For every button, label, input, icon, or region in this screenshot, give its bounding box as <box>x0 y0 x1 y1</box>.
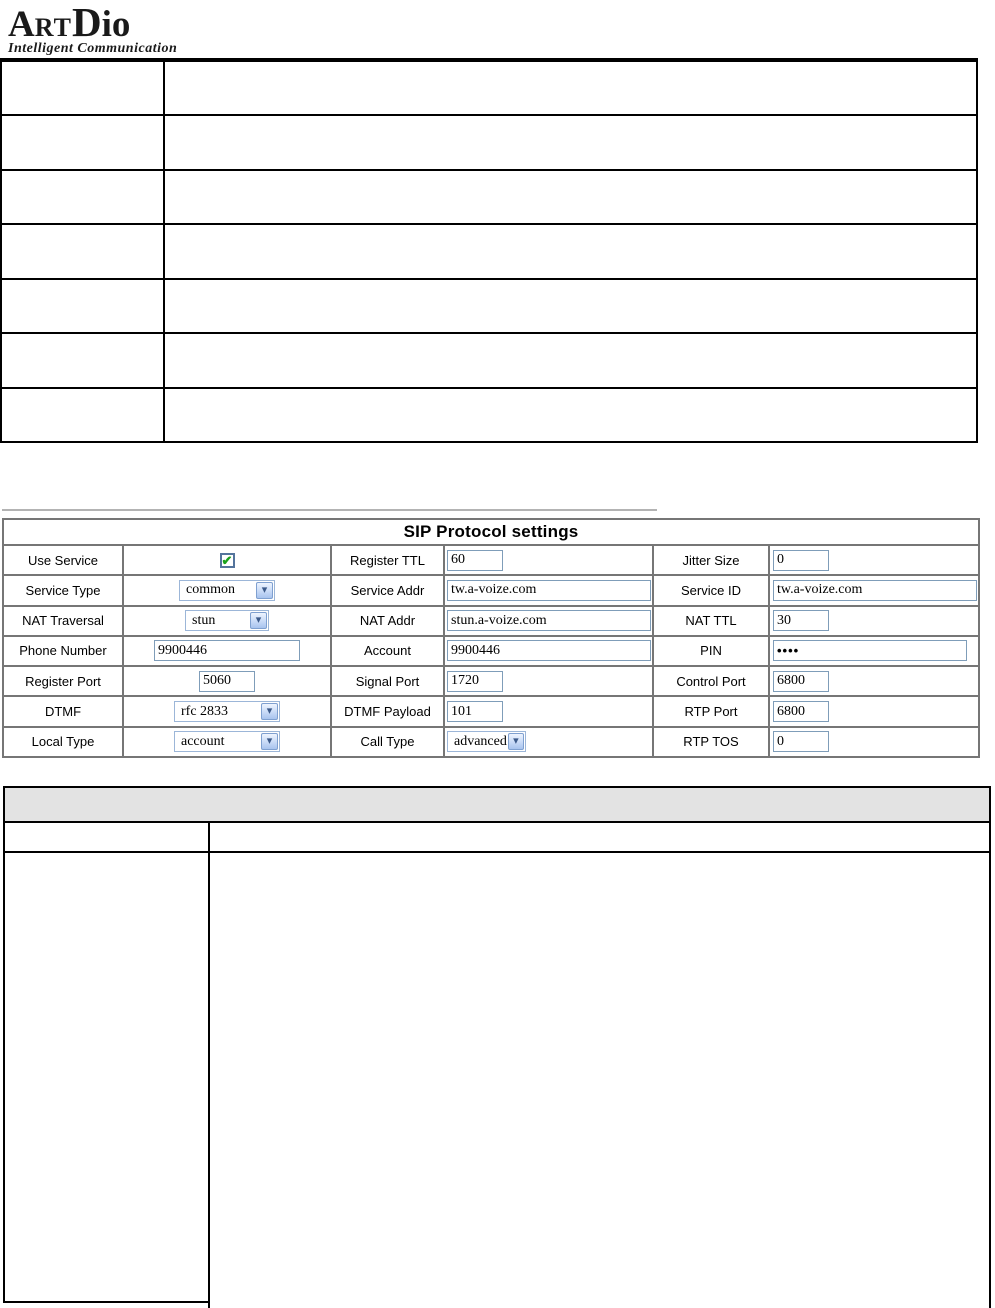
register-ttl-label: Register TTL <box>350 552 425 568</box>
table-border <box>3 853 5 1303</box>
table-content-cell <box>165 62 976 114</box>
table-label-cell <box>2 389 165 441</box>
register-port-input[interactable] <box>199 671 255 692</box>
nat-ttl-input[interactable] <box>773 610 829 631</box>
bottom-table-row <box>3 823 991 853</box>
nat-ttl-label: NAT TTL <box>685 613 737 629</box>
control-port-label: Control Port <box>676 673 746 689</box>
dtmf-payload-label: DTMF Payload <box>344 704 431 720</box>
top-description-table <box>0 58 978 443</box>
call-type-value: advanced <box>454 733 507 749</box>
table-border <box>989 853 991 1308</box>
bottom-table-header <box>3 786 991 823</box>
form-row <box>4 697 978 727</box>
service-id-input[interactable] <box>773 580 977 601</box>
table-content-cell <box>165 171 976 223</box>
chevron-down-icon[interactable]: ▾ <box>250 612 267 629</box>
brand-tagline: Intelligent Communication <box>8 41 178 56</box>
service-addr-input[interactable] <box>447 580 651 601</box>
table-label-cell <box>2 280 165 332</box>
register-ttl-input[interactable] <box>447 550 503 571</box>
pin-label: PIN <box>700 643 722 659</box>
dtmf-value: rfc 2833 <box>181 703 229 719</box>
control-port-input[interactable] <box>773 671 829 692</box>
chevron-down-icon[interactable]: ▾ <box>256 582 273 599</box>
table-label-cell <box>5 823 210 851</box>
bottom-table-row <box>3 853 991 1308</box>
table-content-cell <box>165 389 976 441</box>
jitter-size-label: Jitter Size <box>682 552 740 568</box>
form-row <box>4 546 978 576</box>
table-label-cell <box>2 225 165 277</box>
sip-protocol-settings-form <box>2 518 980 758</box>
signal-port-input[interactable] <box>447 671 503 692</box>
call-type-label: Call Type <box>360 734 415 750</box>
nat-traversal-select[interactable] <box>185 610 269 631</box>
nat-addr-input[interactable] <box>447 610 651 631</box>
form-row <box>4 728 978 756</box>
local-type-select[interactable] <box>174 731 280 752</box>
phone-number-label: Phone Number <box>19 643 107 659</box>
rtp-port-input[interactable] <box>773 701 829 722</box>
table-border <box>3 1301 210 1303</box>
brand-wordmark: ARTDio <box>8 0 131 45</box>
nat-traversal-value: stun <box>192 612 216 628</box>
table-content-cell <box>165 334 976 386</box>
dtmf-select[interactable] <box>174 701 280 722</box>
local-type-value: account <box>181 733 225 749</box>
rtp-port-label: RTP Port <box>684 704 738 720</box>
form-row <box>4 637 978 667</box>
register-port-label: Register Port <box>25 673 101 689</box>
local-type-label: Local Type <box>31 734 95 750</box>
table-row <box>2 62 976 116</box>
form-row <box>4 607 978 637</box>
table-label-cell <box>2 171 165 223</box>
chevron-down-icon[interactable]: ▾ <box>508 733 524 750</box>
use-service-checkbox[interactable] <box>220 553 235 568</box>
service-id-label: Service ID <box>681 582 741 598</box>
form-title: SIP Protocol settings <box>4 520 978 546</box>
screenshot-edge-line <box>2 509 657 511</box>
table-border <box>208 853 210 1308</box>
account-input[interactable] <box>447 640 651 661</box>
table-label-cell <box>2 116 165 168</box>
dtmf-payload-input[interactable] <box>447 701 503 722</box>
nat-addr-label: NAT Addr <box>359 613 416 629</box>
table-row <box>2 171 976 225</box>
use-service-label: Use Service <box>27 552 99 568</box>
table-label-cell <box>2 334 165 386</box>
phone-number-input[interactable] <box>154 640 300 661</box>
rtp-tos-input[interactable] <box>773 731 829 752</box>
call-type-select[interactable] <box>447 731 526 752</box>
table-row <box>2 116 976 170</box>
table-content-cell <box>210 823 989 851</box>
table-content-cell <box>165 116 976 168</box>
rtp-tos-label: RTP TOS <box>683 734 739 750</box>
chevron-down-icon[interactable]: ▾ <box>261 733 278 750</box>
signal-port-label: Signal Port <box>355 673 420 689</box>
service-type-label: Service Type <box>25 582 101 598</box>
service-type-value: common <box>186 582 235 598</box>
table-content-cell <box>165 280 976 332</box>
dtmf-label: DTMF <box>44 704 82 720</box>
table-row <box>2 334 976 388</box>
form-row <box>4 576 978 606</box>
table-label-cell <box>2 62 165 114</box>
service-type-select[interactable] <box>179 580 275 601</box>
table-content-cell <box>165 225 976 277</box>
artdio-logo <box>8 2 177 57</box>
table-row <box>2 280 976 334</box>
chevron-down-icon[interactable]: ▾ <box>261 703 278 720</box>
account-label: Account <box>364 643 411 659</box>
nat-traversal-label: NAT Traversal <box>22 613 104 629</box>
jitter-size-input[interactable] <box>773 550 829 571</box>
table-row <box>2 225 976 279</box>
service-addr-label: Service Addr <box>350 582 425 598</box>
check-icon: ✔ <box>221 552 233 568</box>
table-row <box>2 389 976 443</box>
form-row <box>4 667 978 697</box>
pin-input[interactable] <box>773 640 967 661</box>
